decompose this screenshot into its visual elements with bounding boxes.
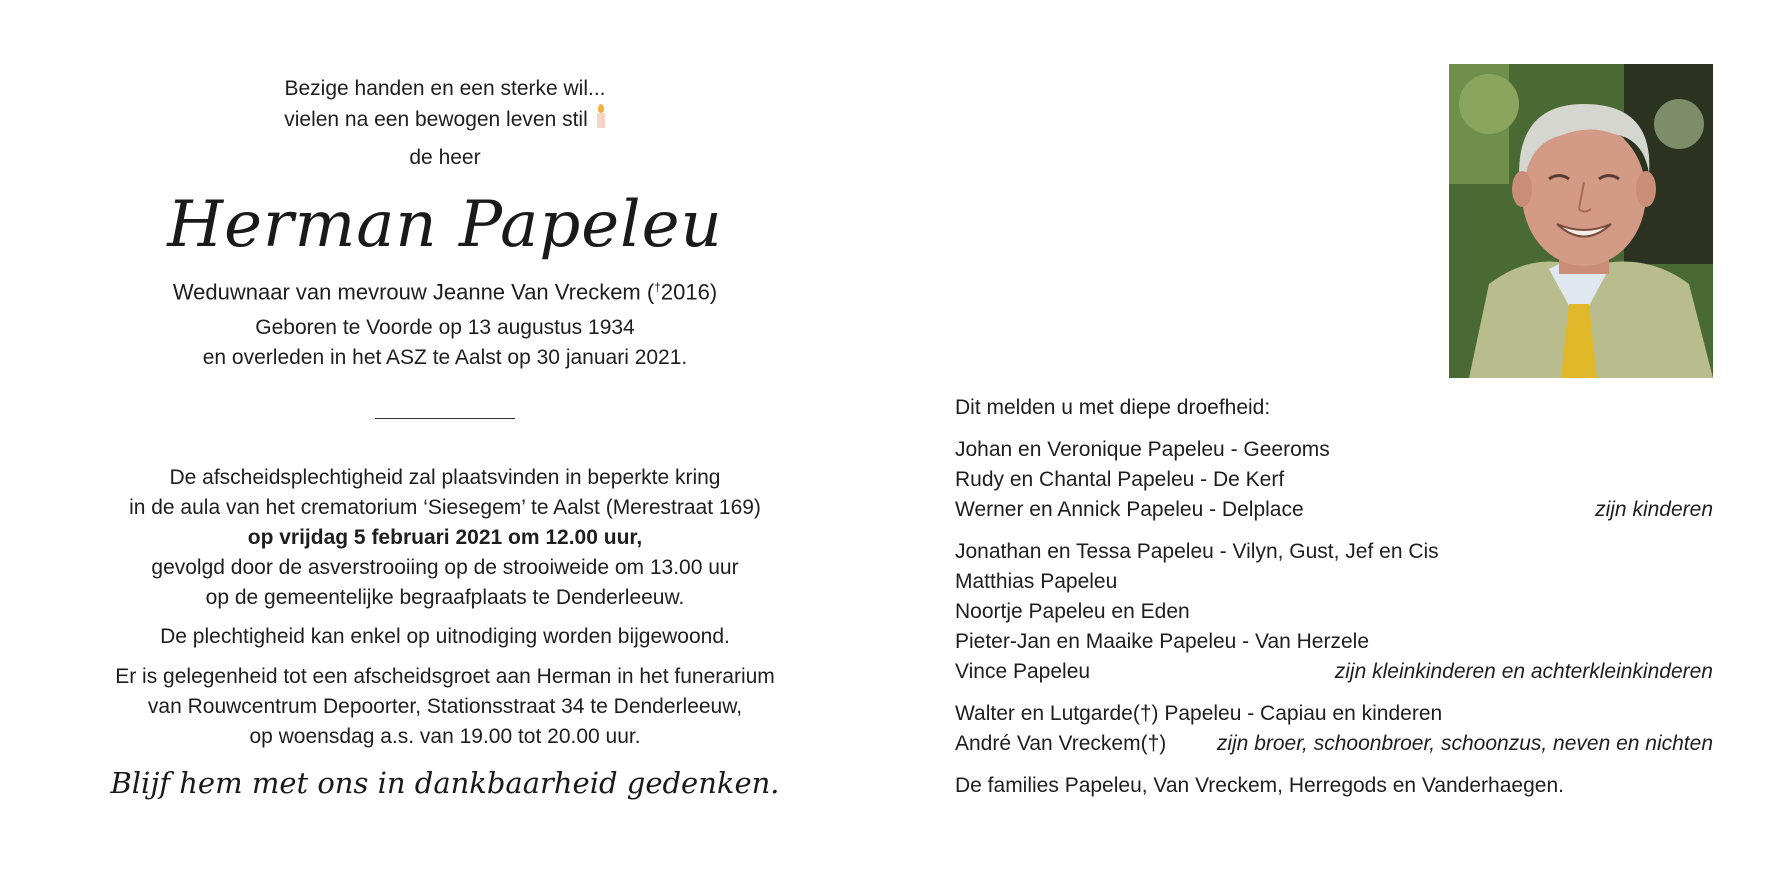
farewell-line-1: Er is gelegenheid tot een afscheidsgroet aan Herman in het funerarium (115, 665, 775, 688)
ceremony-line-1: De afscheidsplechtigheid zal plaatsvinden in beperkte kring (169, 466, 721, 489)
candle-icon (596, 104, 606, 130)
siblings-label: zijn broer, schoonbroer, schoonzus, neven en nichten (1216, 732, 1713, 755)
child-row-last (955, 495, 1713, 525)
children-label: zijn kinderen (1595, 498, 1713, 521)
farewell-line-2: van Rouwcentrum Depoorter, Stationsstraat 34 te Denderleeuw, (147, 695, 743, 718)
child-row: Johan en Veronique Papeleu - Geeroms (955, 438, 1330, 461)
grandchild-row-last (955, 657, 1713, 687)
ceremony-line-2: in de aula van het crematorium ‘Siesegem’ te Aalst (Merestraat 169) (129, 496, 761, 519)
spouse-line (70, 272, 820, 307)
title-de-heer: de heer (409, 146, 481, 169)
verse-line-2-text: vielen na een bewogen leven stil (284, 108, 588, 131)
sibling-row: Walter en Lutgarde(†) Papeleu - Capiau en kinderen (955, 702, 1443, 725)
verse-line-1: Bezige handen en een sterke wil... (284, 77, 606, 100)
spouse-text: Weduwnaar van mevrouw Jeanne Van Vreckem ( (172, 279, 655, 305)
announcement-intro: Dit melden u met diepe droefheid: (955, 396, 1271, 419)
cross-icon: † (654, 280, 661, 294)
grandchild-row: Noortje Papeleu en Eden (955, 600, 1190, 623)
portrait-photo (1449, 64, 1713, 378)
divider (375, 418, 515, 419)
deceased-name: Herman Papeleu (167, 188, 723, 262)
sibling-name: André Van Vreckem(†) (955, 732, 1167, 755)
child-name: Werner en Annick Papeleu - Delplace (955, 498, 1304, 521)
grandchild-row: Jonathan en Tessa Papeleu - Vilyn, Gust, Jef en Cis (955, 540, 1439, 563)
child-row: Rudy en Chantal Papeleu - De Kerf (955, 468, 1285, 491)
grandchild-row: Matthias Papeleu (955, 570, 1118, 593)
families-line: De families Papeleu, Van Vreckem, Herregods en Vanderhaegen. (955, 774, 1564, 797)
ceremony-date: op vrijdag 5 februari 2021 om 12.00 uur, (247, 526, 643, 549)
invitation-line: De plechtigheid kan enkel op uitnodiging worden bijgewoond. (160, 625, 730, 648)
born-line: Geboren te Voorde op 13 augustus 1934 (255, 316, 635, 339)
verse-line-2 (70, 104, 820, 135)
grandchildren-label: zijn kleinkinderen en achterkleinkinderen (1334, 660, 1713, 683)
spouse-year: 2016) (660, 279, 718, 305)
portrait-illustration (1449, 64, 1713, 378)
sibling-row-last (955, 729, 1713, 759)
ceremony-line-5: op de gemeentelijke begraafplaats te Denderleeuw. (205, 586, 685, 609)
ceremony-line-4: gevolgd door de asverstrooiing op de strooiweide om 13.00 uur (151, 556, 739, 579)
grandchild-name: Vince Papeleu (955, 660, 1091, 683)
farewell-line-3: op woensdag a.s. van 19.00 tot 20.00 uur. (249, 725, 641, 748)
closing-line: Blijf hem met ons in dankbaarheid gedenken. (110, 766, 780, 800)
grandchild-row: Pieter-Jan en Maaike Papeleu - Van Herzele (955, 630, 1370, 653)
died-line: en overleden in het ASZ te Aalst op 30 januari 2021. (202, 346, 688, 369)
